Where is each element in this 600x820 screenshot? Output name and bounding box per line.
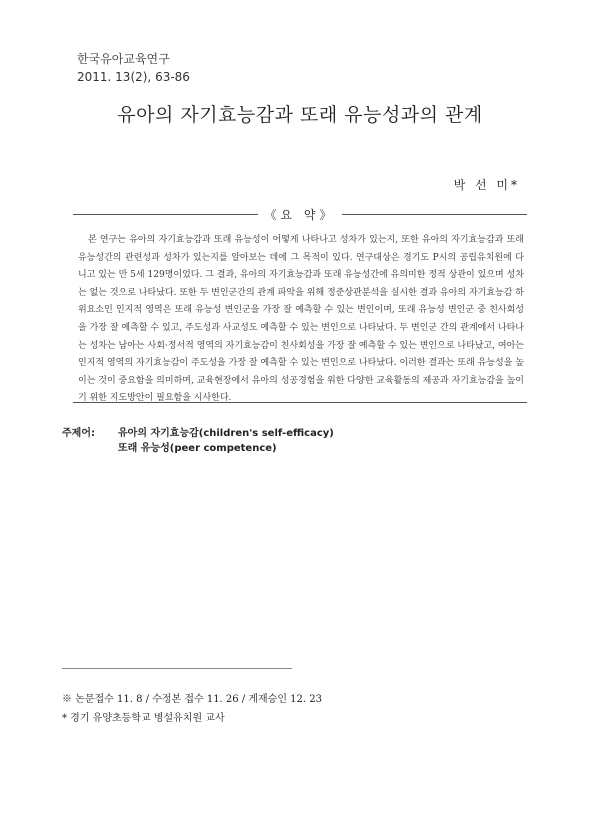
abstract-body: 본 연구는 유아의 자기효능감과 또래 유능성이 어떻게 나타나고 성차가 있는지, 또한 유아의 자기효능감과 또래유능성간의 관련성과 성차가 있는지를 알아보는 데에 그 목적이 있다. 연구대상은 경기도 P시의 공립유치원에 다니고 있는 만 5세 129명이었다. 그 결과, 유아의 자기효능감과 또래 유능성간에 유의미한 정적 상관이 있으며 성차는 없는 것으로 나타났다. 또한 두 변인군간의 관계 파악을 위해 정준상관분석을 실시한 결과 유아의 자기효능감 하위요소인 인지적 영역은 또래 유능성 변인군을 가장 잘 예측할 수 있는 변인이며, 또래 유능성 변인군 중 친사회성을 가장 잘 예측할 수 있고, 주도성과 사교성도 예측할 수 있는 변인으로 나타났다. 두 변인군 간의 관계에서 나타나는 성차는 남아는 사회·정서적 영역의 자기효능감이 친사회성을 가장 잘 예측할 수 있는 변인으로 나타났고, 여아는 인지적 영역의 자기효능감이 주도성을 가장 잘 예측할 수 있는 변인으로 나타났다. 이러한 결과는 또래 유능성을 높이는 것이 중요함을 의미하며, 교육현장에서 유아의 성공경험을 위한 다양한 교육활동의 제공과 자기효능감을 높이기 위한 지도방안이 필요함을 시사한다. [78,235,524,404]
keywords-label: 주제어: [62,428,95,439]
abstract-rule-right [342,214,527,215]
author-name: 박 선 미* [453,178,520,192]
abstract-heading-label: 《요 약》 [264,208,336,222]
footnote-divider [62,668,292,669]
journal-header [77,50,190,86]
abstract-heading [73,206,527,222]
keyword-item: 유아의 자기효능감(children's self-efficacy) [118,428,334,439]
abstract-bottom-rule [73,402,527,403]
footnote-submission-dates: ※ 논문접수 11. 8 / 수정본 접수 11. 26 / 게재승인 12. 23 [62,694,322,705]
keyword-item: 또래 유능성(peer competence) [118,443,277,454]
journal-issue: 2011. 13(2), 63-86 [77,70,190,84]
paper-title: 유아의 자기효능감과 또래 유능성과의 관계 [117,104,483,126]
footnotes [62,690,322,728]
footnote-author-affiliation: * 경기 유양초등학교 병설유치원 교사 [62,713,225,724]
keywords [62,426,334,456]
journal-name: 한국유아교육연구 [77,52,170,66]
keyword-line-2 [62,441,334,456]
keyword-line-1 [62,426,334,441]
